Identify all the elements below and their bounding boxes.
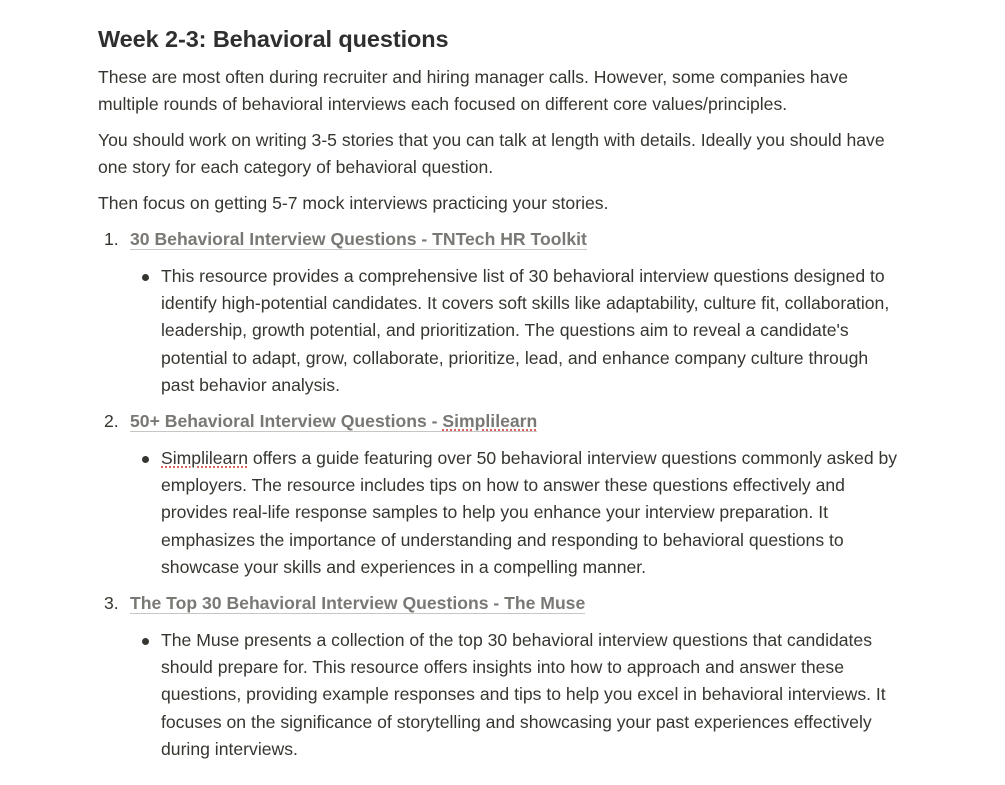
resource-item-the-muse xyxy=(98,590,898,763)
resource-description xyxy=(130,445,898,581)
bullet-icon xyxy=(142,638,149,645)
description-text: This resource provides a comprehensive list of 30 behavioral interview questions designed to identify high-potential candidates. It covers soft skills like adaptability, culture fit, collaboration, leadership, growth potential, and prioritization. The questions aim to reveal a candidate's potential to adapt, grow, collaborate, prioritize, lead, and enhance company culture through past behavior analysis. xyxy=(161,266,890,395)
simplilearn-link[interactable] xyxy=(130,411,537,432)
link-brand-text: Simplilearn xyxy=(442,411,538,432)
resource-description xyxy=(130,263,898,399)
bullet-icon xyxy=(142,274,149,281)
resource-description-list xyxy=(130,263,898,399)
link-text: 50+ Behavioral Interview Questions - xyxy=(130,411,443,432)
resource-description xyxy=(130,627,898,763)
section-heading: Week 2-3: Behavioral questions xyxy=(98,26,449,52)
resource-item-tntech xyxy=(98,226,898,399)
resource-item-simplilearn xyxy=(98,408,898,581)
list-number: 2. xyxy=(104,411,119,432)
resource-list xyxy=(98,226,898,763)
list-number: 1. xyxy=(104,229,119,249)
resource-description-list xyxy=(130,445,898,581)
description-brand-text: Simplilearn xyxy=(161,448,249,469)
intro-paragraph-3: Then focus on getting 5-7 mock interviews practicing your stories. xyxy=(98,193,609,213)
resource-description-list xyxy=(130,627,898,763)
intro-paragraph-2: You should work on writing 3-5 stories that you can talk at length with details. Ideally you should have one story for each category of behavioral question. xyxy=(98,130,885,177)
list-number: 3. xyxy=(104,593,119,614)
bullet-icon xyxy=(142,456,149,463)
the-muse-link[interactable]: The Top 30 Behavioral Interview Questions - The Muse xyxy=(130,593,586,614)
description-text: The Muse presents a collection of the top 30 behavioral interview questions that candidates should prepare for. This resource offers insights into how to approach and answer these questions, providing example responses and tips to help you excel in behavioral interviews. It focuses on the significance of storytelling and showcasing your past experiences effectively during interviews. xyxy=(161,630,886,759)
intro-paragraph-1: These are most often during recruiter and hiring manager calls. However, some companies have multiple rounds of behavioral interviews each focused on different core values/principles. xyxy=(98,67,849,114)
tntech-link[interactable]: 30 Behavioral Interview Questions - TNTech HR Toolkit xyxy=(130,229,587,249)
description-text: offers a guide featuring over 50 behavioral interview questions commonly asked by employers. The resource includes tips on how to answer these questions effectively and provides real-life response samples to help you enhance your interview preparation. It emphasizes the importance of understanding and responding to behavioral questions to showcase your skills and experiences in a compelling manner. xyxy=(161,448,898,577)
